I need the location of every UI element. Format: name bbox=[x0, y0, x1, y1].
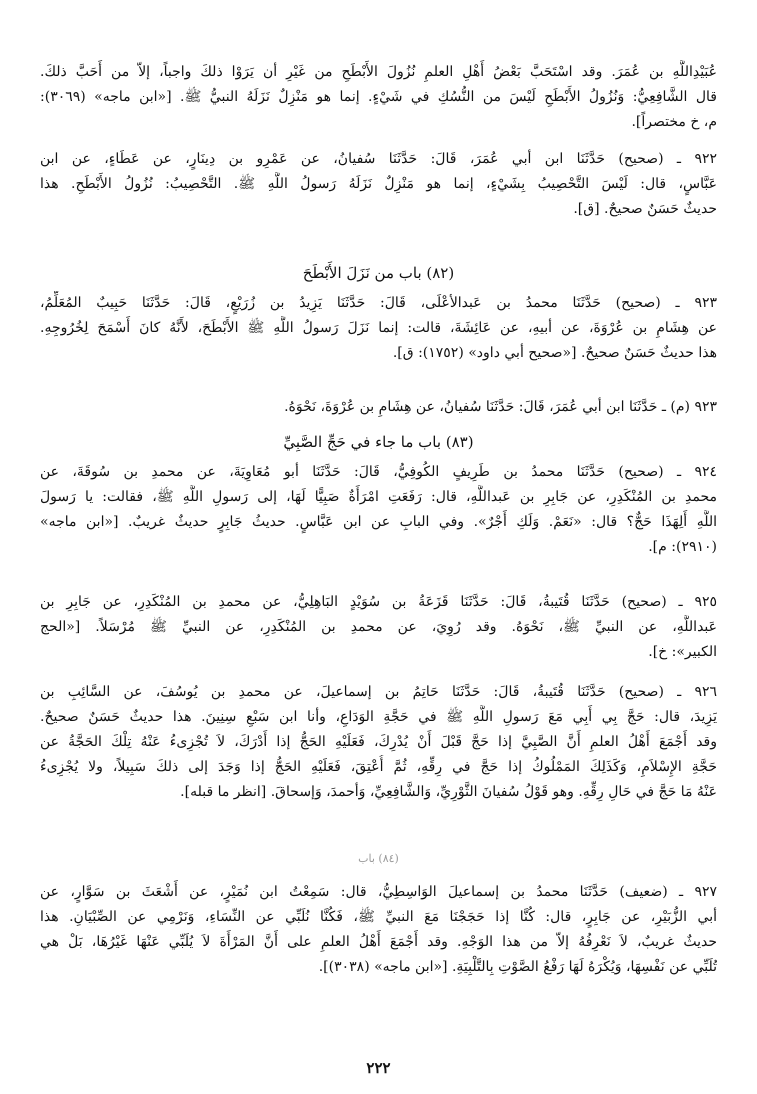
text-line: عُبَيْدِاللَّهِ بن عُمَرَ. وقد اسْتَحَبَّ بَعْضُ أَهْلِ العلمِ نُزُولَ الأَبْطَحِ من غَيْرِ أن يَرَوْا ذلكَ واجباً، إلاّ من أَحَبَّ ذلكَ. bbox=[40, 64, 717, 80]
text-line: عَنْهُ مَا حَجَّ في حَالِ رِقِّهِ. وهو قَوْلُ سُفيانَ الثَّوْرِيِّ، وَالشَّافِعِيِّ، وَأحمدَ، وَإسحاقَ. [انظر ما قبله]. bbox=[180, 784, 717, 800]
hadith-926 bbox=[40, 680, 717, 805]
text-line: عَبَّاسٍ، قال: لَيْسَ التَّحْصِيبُ بِشَيْءٍ، إنما هو مَنْزِلٌ نَزَلَهُ رَسولُ اللَّهِ ﷺ. التَّحْصِيبُ: نُزُولُ الأَبْطَحِ. هذا bbox=[40, 176, 717, 192]
paragraph-shafii-note bbox=[40, 60, 717, 135]
chapter-heading-82: (٨٢) باب من نَزَلَ الأَبْطَحَ bbox=[302, 264, 455, 282]
text-line: الكبير»: خ]. bbox=[648, 644, 717, 660]
text-line: هذا حديثٌ حَسَنٌ صحيحٌ. [«صحيح أبي داود» (١٧٥٢): ق]. bbox=[392, 345, 717, 361]
hadith-925 bbox=[40, 590, 717, 665]
text-line: ٩٢٥ ـ (صحيح) حَدَّثَنَا قُتَيبةُ، قَالَ: حَدَّثَنَا قَزَعَةُ بن سُوَيْدٍ البَاهِلِيُّ، عن محمدِ بن المُنْكَدِرِ، عن جَابِرِ بن bbox=[40, 594, 717, 610]
chapter-heading-84: (٨٤) باب bbox=[358, 852, 399, 865]
text-line: ٩٢٦ ـ (صحيح) حَدَّثَنَا قُتَيبةُ، قَالَ: حَدَّثَنَا حَاتِمُ بن إسماعيلَ، عن محمدِ بن يُوسُفَ، عن السَّائِبِ بن bbox=[40, 684, 717, 700]
text-line: ٩٢٣ (م) ـ حَدَّثَنَا ابن أبي عُمَرَ، قَالَ: حَدَّثَنَا سُفيانُ، عن هِشَامِ بن عُرْوَةَ، نَحْوَهُ. bbox=[284, 399, 717, 415]
text-line: تُلَبِّي عن نَفْسِهَا، وَيُكْرَهُ لَهَا رَفْعُ الصَّوْتِ بِالتَّلْبِيَةِ. [«ابن ماجه» (٣٠٣٨)]. bbox=[318, 959, 717, 975]
hadith-922 bbox=[40, 147, 717, 222]
text-line: حديثٌ غريبٌ، لاَ نَعْرِفُهُ إلاّ من هذا الوَجْهِ. وقد أَجْمَعَ أَهْلُ العلمِ على أَنَّ المَرْأَةَ لاَ يُلَبِّي عَنْهَا غَيْرُهَا، بَلْ هي bbox=[40, 934, 717, 950]
page-number: ٢٢٢ bbox=[366, 1059, 391, 1077]
text-line: ٩٢٣ ـ (صحيح) حَدَّثَنَا محمدُ بن عَبدالأعْلَى، قَالَ: حَدَّثَنَا يَزِيدُ بن زُرَيْعٍ، قَالَ: حَدَّثَنَا حَبِيبٌ المُعَلِّمُ، bbox=[40, 295, 717, 311]
text-line: حديثٌ حَسَنٌ صحيحٌ. [ق]. bbox=[573, 201, 717, 217]
text-line: يَزِيدَ، قال: حَجَّ بِي أَبِي مَعَ رَسولِ اللَّهِ ﷺ في حَجَّةِ الوَدَاعِ، وأنا ابن سَبْعِ سِنِينَ. هذا حديثٌ حَسَنٌ صحيحٌ. bbox=[40, 709, 717, 725]
hadith-923 bbox=[40, 291, 717, 366]
text-line: ٩٢٧ ـ (ضعيف) حَدَّثَنَا محمدُ بن إسماعيلَ الوَاسِطِيُّ، قال: سَمِعْتُ ابن نُمَيْرٍ، عن أَشْعَثَ بن سَوَّارٍ، عن bbox=[40, 884, 717, 900]
text-line: ٩٢٤ ـ (صحيح) حَدَّثَنَا محمدُ بن طَرِيفٍ الكُوفِيُّ، قَالَ: حَدَّثَنَا أبو مُعَاوِيَةَ، عن محمدِ بن سُوقَةَ، عن bbox=[40, 464, 717, 480]
chapter-heading-83: (٨٣) باب ما جاء في حَجِّ الصَّبِيِّ bbox=[283, 433, 474, 451]
text-line: عَبداللَّهِ، عن النبيِّ ﷺ، نَحْوَهُ. وقد رُوِيَ، عن محمدِ بن المُنْكَدِرِ، عن النبيِّ ﷺ مُرْسَلاً. [«الحج bbox=[40, 619, 717, 635]
text-line: أبي الزُّبَيْرِ، عن جَابِرٍ، قال: كُنَّا إذا حَجَجْنَا مَعَ النبيِّ ﷺ، فَكُنَّا نُلَبِّي عن النِّسَاءِ، وَنَرْمِي عن الصِّبْيَانِ. هذا bbox=[40, 909, 717, 925]
text-line: عن هِشَامِ بن عُرْوَةَ، عن أبيهِ، عن عَائِشَةَ، قالت: إنما نَزَلَ رَسولُ اللَّهِ ﷺ الأَبْطَحَ، لأَنَّهُ كانَ أَسْمَحَ لِخُرُوجِهِ. bbox=[40, 320, 717, 336]
text-line: اللَّهِ أَلِهَذَا حَجٌّ؟ قال: «نَعَمْ. وَلَكِ أَجْرٌ». وفي البابِ عن ابن عَبَّاسٍ. حديثُ جَابِرٍ حديثٌ غريبٌ. [«ابن ماجه» bbox=[40, 514, 717, 530]
text-line: وقد أَجْمَعَ أَهْلُ العلمِ أَنَّ الصَّبِيَّ إذا حَجَّ قَبْلَ أَنْ يُدْرِكَ، فَعَلَيْهِ الحَجُّ إذا أَدْرَكَ، لاَ تُجْزِىءُ عَنْهُ تِلْكَ الحَجَّةُ عن bbox=[40, 734, 717, 750]
text-line: ٩٢٢ ـ (صحيح) حَدَّثَنَا ابن أبي عُمَرَ، قَالَ: حَدَّثَنَا سُفيانُ، عن عَمْرِو بن دِينَارٍ، عن عَطَاءٍ، عن ابن bbox=[40, 151, 717, 167]
text-line: حَجَّةِ الإِسْلاَمِ، وَكَذَلِكَ المَمْلُوكُ إذا حَجَّ في رِقِّهِ، ثُمَّ أُعْتِقَ، فَعَلَيْهِ الحَجُّ إذا وَجَدَ إلى ذلكَ سَبِيلاً، ولا يُجْزِىءُ bbox=[40, 759, 717, 775]
text-line: قال الشَّافِعِيُّ: وَنُزُولُ الأَبْطَحِ لَيْسَ من النُّسُكِ في شَيْءٍ. إنما هو مَنْزِلٌ نَزَلَهُ النبيُّ ﷺ. [«ابن ماجه» (٣٠٦٩): bbox=[40, 89, 717, 105]
text-line: (٢٩١٠): م]. bbox=[648, 539, 717, 555]
hadith-924 bbox=[40, 460, 717, 560]
hadith-927 bbox=[40, 880, 717, 980]
hadith-923-m bbox=[40, 395, 717, 420]
text-line: محمدِ بن المُنْكَدِرِ، عن جَابِرِ بن عَبداللَّهِ، قال: رَفَعَتِ امْرَأَةٌ صَبِيًّا لَهَا، إلى رَسولِ اللَّهِ ﷺ، فقالت: يا رَسولَ bbox=[40, 489, 717, 505]
text-line: م، خ مختصراً]. bbox=[631, 114, 717, 130]
